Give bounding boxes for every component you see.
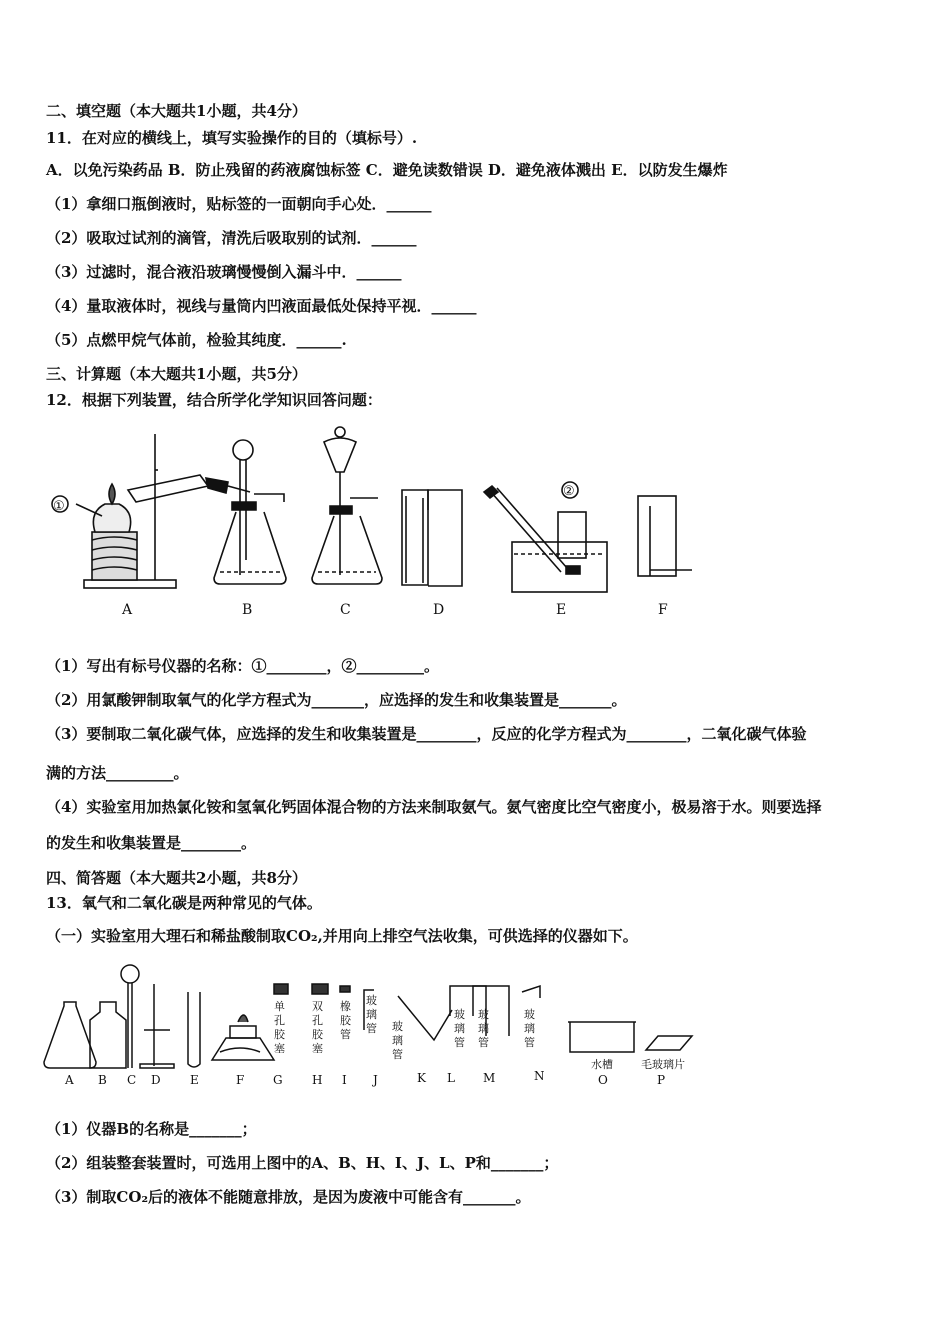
apparatus-a bbox=[52, 434, 250, 588]
q13-part-2: （2）组装整套装置时，可选用上图中的A、B、H、I、J、L、P和_______； bbox=[46, 1154, 559, 1172]
q12-part-2: （2）用氯酸钾制取氧气的化学方程式为_______，应选择的发生和收集装置是_______。 bbox=[46, 691, 627, 709]
instrument-p-glass-plate bbox=[646, 1036, 692, 1050]
l-char-3: 管 bbox=[454, 1036, 465, 1049]
fig2-letter-c: C bbox=[127, 1073, 137, 1087]
h-char-1: 双 bbox=[312, 1000, 323, 1013]
fig2-letter-e: E bbox=[190, 1073, 199, 1087]
apparatus-c bbox=[312, 427, 382, 584]
instrument-a-flask bbox=[44, 1002, 96, 1068]
fig1-label-b: B bbox=[242, 602, 253, 618]
q11-item-2: （2）吸取过试剂的滴管，清洗后吸取别的试剂．______ bbox=[46, 229, 417, 247]
apparatus-figure-q12 bbox=[40, 420, 720, 620]
instrument-k-glass-tube bbox=[398, 996, 452, 1040]
fig1-label-a: A bbox=[122, 602, 133, 618]
n-char-2: 璃 bbox=[524, 1022, 535, 1035]
q12-part-4a: （4）实验室用加热氯化铵和氢氧化钙固体混合物的方法来制取氨气。氨气密度比空气密度小，极易溶于水。则要选择 bbox=[46, 798, 822, 816]
fig2-letter-i: I bbox=[342, 1073, 347, 1087]
section4-heading: 四、简答题（本大题共2小题，共8分） bbox=[46, 869, 307, 887]
instrument-i-rubber-tube bbox=[340, 986, 350, 992]
fig1-label-d: D bbox=[433, 602, 445, 618]
fig2-letter-j: J bbox=[373, 1073, 378, 1087]
mark-2: ② bbox=[563, 484, 575, 499]
q13-part-one: （一）实验室用大理石和稀盐酸制取CO₂,并用向上排空气法收集，可供选择的仪器如下。 bbox=[46, 927, 638, 945]
fig2-letter-f: F bbox=[236, 1073, 245, 1087]
h-char-4: 塞 bbox=[312, 1042, 323, 1055]
m-char-1: 玻 bbox=[478, 1008, 489, 1021]
fig2-letter-g: G bbox=[273, 1073, 283, 1087]
fig2-letter-a: A bbox=[65, 1073, 74, 1087]
instrument-o-trough bbox=[568, 1022, 636, 1052]
fig2-letter-n: N bbox=[534, 1069, 545, 1083]
m-char-3: 管 bbox=[478, 1036, 489, 1049]
l-char-2: 璃 bbox=[454, 1022, 465, 1035]
apparatus-b bbox=[214, 440, 286, 584]
i-char-1: 橡 bbox=[340, 1000, 351, 1013]
question-12: 12．根据下列装置，结合所学化学知识回答问题： bbox=[46, 391, 382, 409]
fig2-letter-d: D bbox=[151, 1073, 161, 1087]
question-11: 11．在对应的横线上，填写实验操作的目的（填标号）. bbox=[46, 129, 418, 147]
instrument-c-funnel bbox=[121, 965, 139, 1068]
instrument-d-stand bbox=[140, 984, 174, 1068]
mark-1: ① bbox=[53, 499, 65, 514]
fig1-label-e: E bbox=[556, 602, 567, 618]
h-char-3: 胶 bbox=[312, 1028, 323, 1041]
fig2-letter-m: M bbox=[483, 1071, 496, 1085]
i-char-3: 管 bbox=[340, 1028, 351, 1041]
j-char-3: 管 bbox=[366, 1022, 377, 1035]
j-char-1: 玻 bbox=[366, 994, 377, 1007]
l-char-1: 玻 bbox=[454, 1008, 465, 1021]
q12-part-4b: 的发生和收集装置是________。 bbox=[46, 834, 257, 852]
q11-item-1: （1）拿细口瓶倒液时，贴标签的一面朝向手心处．______ bbox=[46, 195, 432, 213]
apparatus-d bbox=[402, 490, 462, 586]
q11-item-4: （4）量取液体时，视线与量筒内凹液面最低处保持平视．______ bbox=[46, 297, 477, 315]
fig2-letter-b: B bbox=[98, 1073, 107, 1087]
instrument-n-glass-tube bbox=[522, 986, 540, 998]
section2-heading: 二、填空题（本大题共1小题，共4分） bbox=[46, 102, 307, 120]
n-char-3: 管 bbox=[524, 1036, 535, 1049]
apparatus-f bbox=[638, 496, 692, 576]
fig2-letter-p: P bbox=[657, 1073, 666, 1087]
fig2-letter-h: H bbox=[312, 1073, 323, 1087]
instrument-g-stopper bbox=[274, 984, 288, 994]
water-trough-label: 水槽 bbox=[591, 1058, 613, 1071]
frosted-glass-label: 毛玻璃片 bbox=[641, 1058, 685, 1071]
instrument-e-test-tube bbox=[188, 992, 200, 1067]
fig2-letter-o: O bbox=[598, 1073, 608, 1087]
fig2-letter-l: L bbox=[447, 1071, 455, 1085]
q12-part-1: （1）写出有标号仪器的名称：①________，②_________。 bbox=[46, 657, 439, 675]
section3-heading: 三、计算题（本大题共1小题，共5分） bbox=[46, 365, 307, 383]
h-char-2: 孔 bbox=[312, 1014, 323, 1027]
q11-item-5: （5）点燃甲烷气体前，检验其纯度．______. bbox=[46, 331, 347, 349]
q12-part-3b: 满的方法_________。 bbox=[46, 764, 189, 782]
fig2-letter-k: K bbox=[417, 1071, 426, 1085]
i-char-2: 胶 bbox=[340, 1014, 351, 1027]
q12-part-3a: （3）要制取二氧化碳气体，应选择的发生和收集装置是________，反应的化学方程式为________，二氧化碳气体验 bbox=[46, 725, 807, 743]
g-char-4: 塞 bbox=[274, 1042, 285, 1055]
q13-part-1: （1）仪器B的名称是_______； bbox=[46, 1120, 257, 1138]
fig1-label-c: C bbox=[340, 602, 351, 618]
instruments-figure-q13 bbox=[40, 960, 710, 1090]
q11-item-3: （3）过滤时，混合液沿玻璃慢慢倒入漏斗中．______ bbox=[46, 263, 402, 281]
instrument-h-stopper bbox=[312, 984, 328, 994]
g-char-2: 孔 bbox=[274, 1014, 285, 1027]
question-13: 13．氧气和二氧化碳是两种常见的气体。 bbox=[46, 894, 322, 912]
k-char-2: 璃 bbox=[392, 1034, 403, 1047]
g-char-3: 胶 bbox=[274, 1028, 285, 1041]
n-char-1: 玻 bbox=[524, 1008, 535, 1021]
instrument-f-burner bbox=[212, 1015, 274, 1060]
q11-options: A．以免污染药品 B．防止残留的药液腐蚀标签 C．避免读数错误 D．避免液体溅出 E．以防发生爆炸 bbox=[46, 161, 728, 179]
q13-part-3: （3）制取CO₂后的液体不能随意排放，是因为废液中可能含有_______。 bbox=[46, 1188, 531, 1206]
fig1-label-f: F bbox=[658, 602, 668, 618]
k-char-3: 管 bbox=[392, 1048, 403, 1061]
apparatus-e bbox=[484, 482, 607, 592]
g-char-1: 单 bbox=[274, 1000, 285, 1013]
m-char-2: 璃 bbox=[478, 1022, 489, 1035]
k-char-1: 玻 bbox=[392, 1020, 403, 1033]
j-char-2: 璃 bbox=[366, 1008, 377, 1021]
